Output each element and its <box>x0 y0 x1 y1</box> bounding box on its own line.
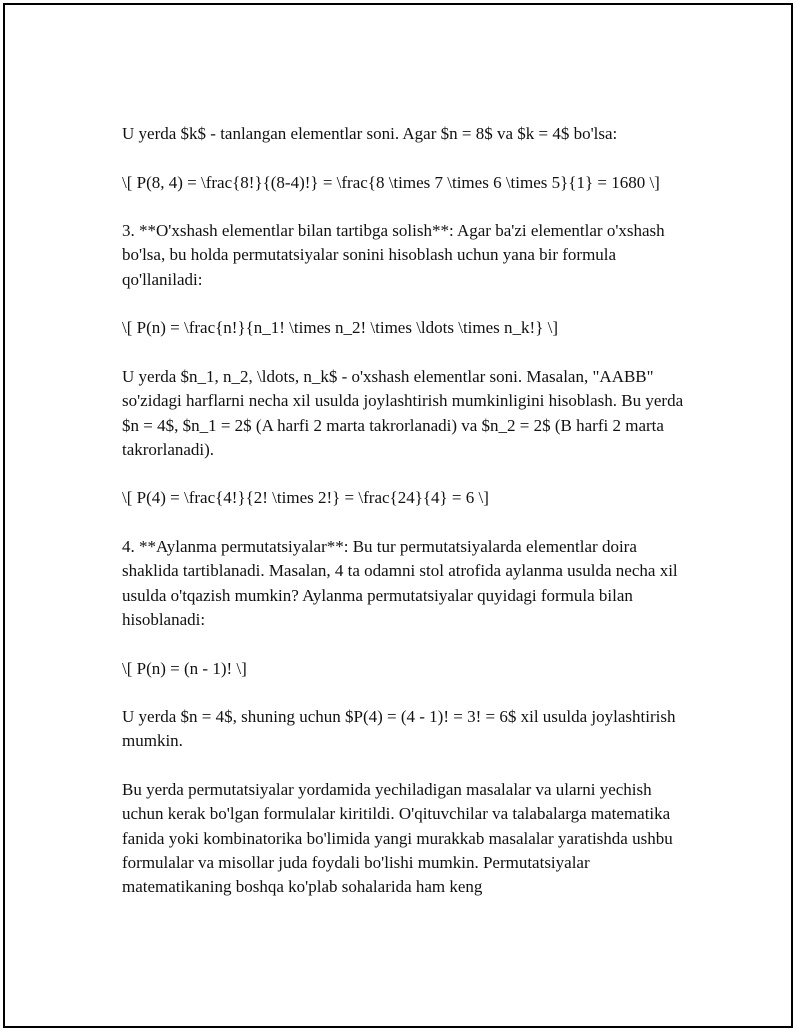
document-body <box>122 122 694 924</box>
formula-circular-permutation: \[ P(n) = (n - 1)! \] <box>122 658 247 678</box>
paragraph-circular-example: U yerda $n = 4$, shuning uchun $P(4) = (4 - 1)! = 3! = 6$ xil usulda joylashtirish mumkin. <box>122 707 676 751</box>
formula-p-4-aabb: \[ P(4) = \frac{4!}{2! \times 2!} = \frac{24}{4} = 6 \] <box>122 488 489 508</box>
formula-multiset-permutation: \[ P(n) = \frac{n!}{n_1! \times n_2! \times \ldots \times n_k!} \] <box>122 318 558 338</box>
paragraph-k-definition: U yerda $k$ - tanlangan elementlar soni. Agar $n = 8$ va $k = 4$ bo'lsa: <box>122 124 618 143</box>
paragraph-aabb-example: U yerda $n_1, n_2, \ldots, n_k$ - o'xshash elementlar soni. Masalan, "AABB" so'zidagi harflarni necha xil usulda joylashtirish mumkinligini hisoblash. Bu yerda $n = 4$, $n_1 = 2$ (A harfi 2 marta takrorlanadi) va $n_2 = 2$ (B harfi 2 marta takrorlanadi). <box>122 366 684 459</box>
paragraph-circular-permutations: 4. **Aylanma permutatsiyalar**: Bu tur permutatsiyalarda elementlar doira shaklida tartiblanadi. Masalan, 4 ta odamni stol atrofida aylanma usulda necha xil usulda o'tqazish mumkin? Aylanma permutatsiyalar quyidagi formula bilan hisoblanadi: <box>122 537 678 629</box>
formula-p-8-4: \[ P(8, 4) = \frac{8!}{(8-4)!} = \frac{8 \times 7 \times 6 \times 5}{1} = 1680 \] <box>122 172 660 192</box>
paragraph-similar-elements: 3. **O'xshash elementlar bilan tartibga solish**: Agar ba'zi elementlar o'xshash bo'lsa, bu holda permutatsiyalar sonini hisoblash uchun yana bir formula qo'llaniladi: <box>122 221 665 289</box>
paragraph-conclusion: Bu yerda permutatsiyalar yordamida yechiladigan masalalar va ularni yechish uchun kerak bo'lgan formulalar kiritildi. O'qituvchilar va talabalarga matematika fanida yoki kombinatorika bo'limida yangi murakkab masalalar yaratishda ushbu formulalar va misollar juda foydali bo'lishi mumkin. Permutatsiyalar matematikaning boshqa ko'plab sohalarida ham keng <box>122 780 673 897</box>
page-frame <box>3 3 793 1028</box>
